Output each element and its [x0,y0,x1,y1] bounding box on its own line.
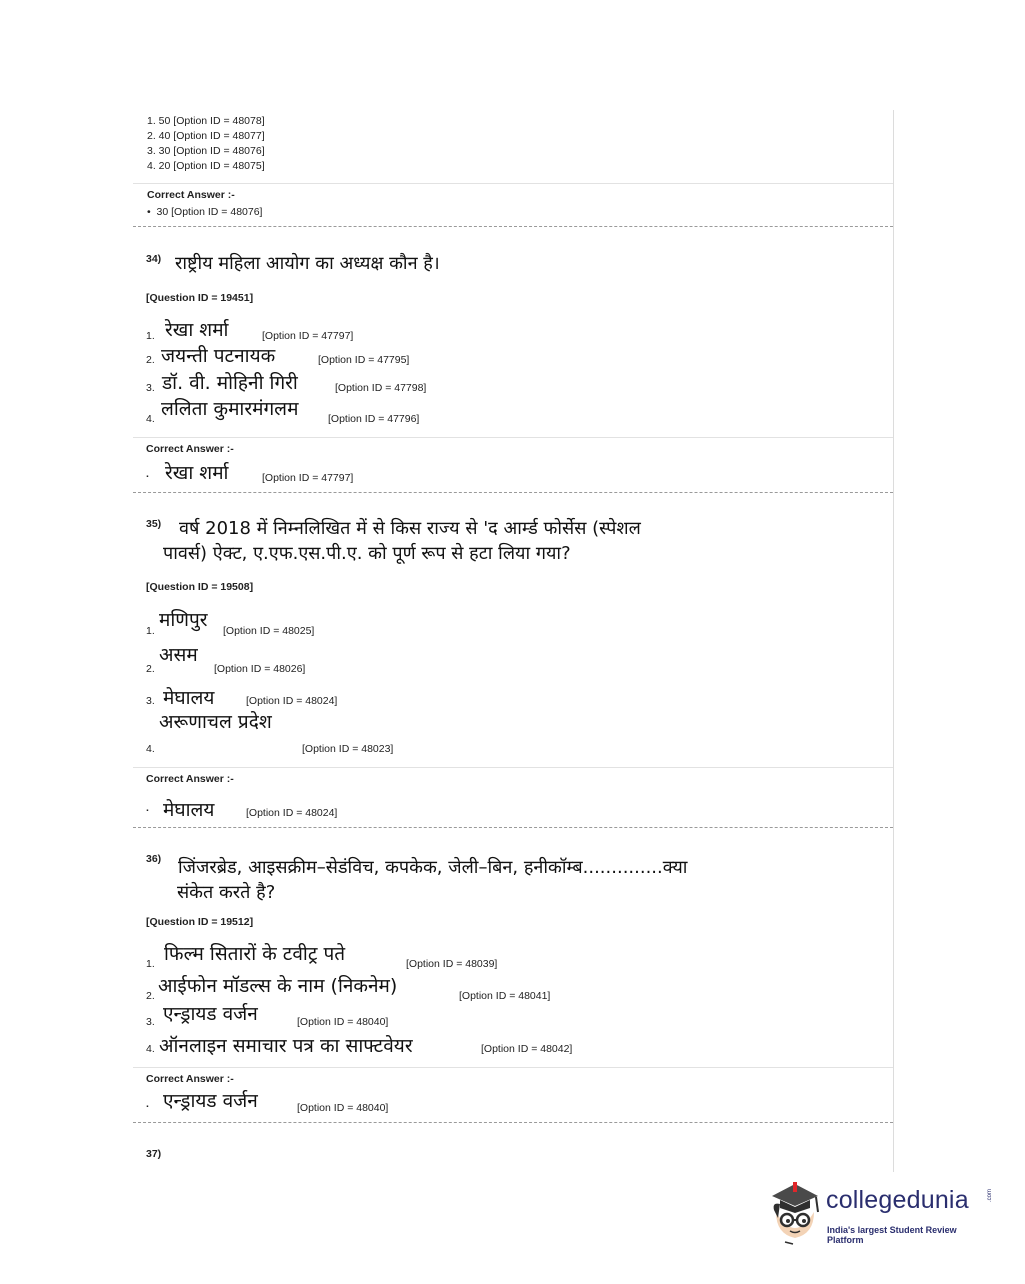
correct-answer-id: [Option ID = 47797] [262,472,354,484]
option-number: 4. [146,743,155,755]
mascot-icon [766,1178,824,1246]
option-text: अरूणाचल प्रदेश [159,711,272,733]
option-number: 1. [146,625,155,637]
option-number: 2. [146,990,155,1002]
option-text: डॉ. वी. मोहिनी गिरी [162,372,298,394]
question-id: [Question ID = 19451] [146,292,254,304]
logo-domain: .com [987,1188,993,1202]
correct-answer-text: रेखा शर्मा [165,462,229,484]
option-id: [Option ID = 48023] [302,743,394,755]
bullet: . [146,802,149,814]
q33-option-3: 3. 30 [Option ID = 48076] [147,145,265,157]
option-text: असम [159,644,198,666]
correct-answer [147,206,262,218]
divider [133,437,893,438]
bullet: • [147,206,157,218]
option-id: [Option ID = 48040] [297,1016,389,1028]
bullet: . [146,1098,149,1110]
option-number: 3. [146,1016,155,1028]
question-separator [133,827,893,828]
divider [133,1067,893,1068]
bullet: . [146,468,149,480]
correct-answer-label: Correct Answer :- [146,773,234,785]
option-number: 3. [146,695,155,707]
logo-tagline: India's largest Student Review Platform [827,1225,957,1245]
question-text-line-2: पावर्स) ऐक्ट, ए.एफ.एस.पी.ए. को पूर्ण रूप से हटा लिया गया? [163,543,571,564]
option-text: आईफोन मॉडल्स के नाम (निकनेम) [158,975,398,997]
divider [133,183,893,184]
correct-answer-id: [Option ID = 48040] [297,1102,389,1114]
correct-answer-label: Correct Answer :- [147,189,235,201]
option-number: 1. [146,330,155,342]
correct-answer-label: Correct Answer :- [146,443,234,455]
exam-page [133,110,894,1172]
divider [133,767,893,768]
question-text-line-1: जिंजरब्रेड, आइसक्रीम–सेडंविच, कपकेक, जेली–बिन, हनीकॉम्ब..............क्या [178,857,688,878]
question-text: राष्ट्रीय महिला आयोग का अध्यक्ष कौन है। [175,253,440,274]
option-number: 4. [146,413,155,425]
question-id: [Question ID = 19508] [146,581,254,593]
option-id: [Option ID = 47795] [318,354,410,366]
question-text-line-2: संकेत करते है? [177,882,276,903]
option-text: फिल्म सितारों के टवीट्र पते [164,943,346,965]
option-id: [Option ID = 48042] [481,1043,573,1055]
option-id: [Option ID = 47797] [262,330,354,342]
option-id: [Option ID = 48024] [246,695,338,707]
option-text: मेघालय [163,687,215,709]
q33-option-2: 2. 40 [Option ID = 48077] [147,130,265,142]
correct-answer-text: एन्ड्रायड वर्जन [163,1090,258,1112]
option-number: 2. [146,354,155,366]
option-text: जयन्ती पटनायक [161,345,276,367]
option-text: ऑनलाइन समाचार पत्र का साफ्टवेयर [159,1035,413,1057]
option-id: [Option ID = 47798] [335,382,427,394]
option-text: मणिपुर [159,609,208,631]
option-number: 3. [146,382,155,394]
logo-wordmark: collegedunia [826,1186,969,1214]
question-separator [133,226,893,227]
option-id: [Option ID = 47796] [328,413,420,425]
option-number: 2. [146,663,155,675]
correct-answer-text: मेघालय [163,799,215,821]
correct-answer-value: 30 [Option ID = 48076] [156,206,263,218]
q33-option-4: 4. 20 [Option ID = 48075] [147,160,265,172]
correct-answer-id: [Option ID = 48024] [246,807,338,819]
option-text: एन्ड्रायड वर्जन [163,1003,258,1025]
question-number: 34) [146,253,162,265]
q33-option-1: 1. 50 [Option ID = 48078] [147,115,265,127]
question-text-line-1: वर्ष 2018 में निम्नलिखित में से किस राज्य से 'द आर्म्ड फोर्सेस (स्पेशल [179,518,641,539]
question-separator [133,492,893,493]
option-number: 1. [146,958,155,970]
option-id: [Option ID = 48026] [214,663,306,675]
question-separator [133,1122,893,1123]
correct-answer-label: Correct Answer :- [146,1073,234,1085]
option-text: रेखा शर्मा [165,319,229,341]
option-text: ललिता कुमारमंगलम [161,398,299,420]
option-number: 4. [146,1043,155,1055]
option-id: [Option ID = 48039] [406,958,498,970]
collegedunia-logo [766,1178,994,1246]
option-id: [Option ID = 48041] [459,990,551,1002]
question-id: [Question ID = 19512] [146,916,254,928]
question-number: 36) [146,853,162,865]
option-id: [Option ID = 48025] [223,625,315,637]
question-number: 35) [146,518,162,530]
question-number: 37) [146,1148,162,1160]
